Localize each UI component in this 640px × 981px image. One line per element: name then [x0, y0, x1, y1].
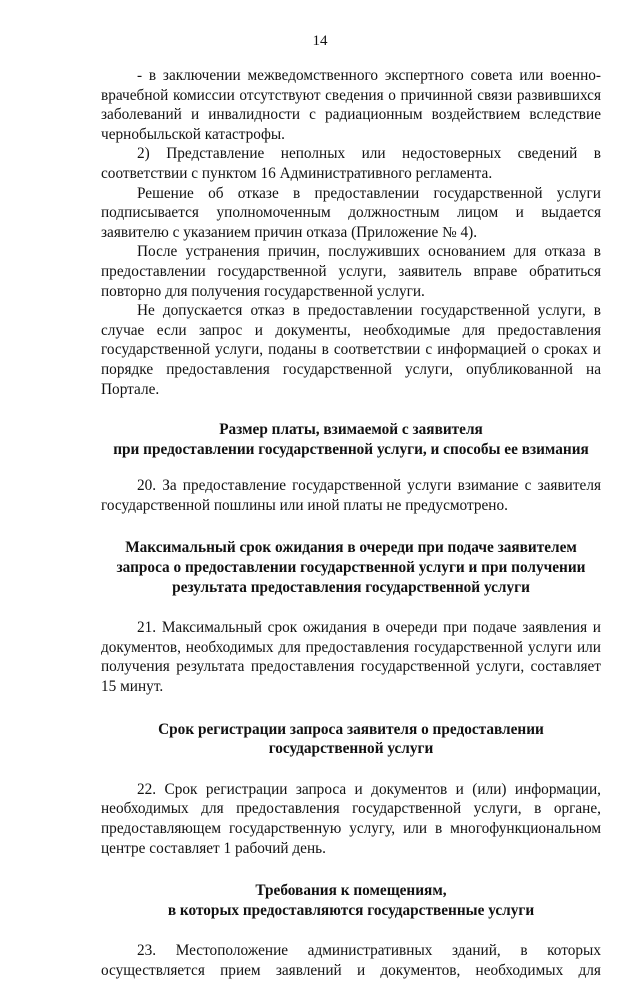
paragraph-refusal-decision: Решение об отказе в предоставлении государственной услуги подписывается уполномоченным должностным лицом и выдается заявителю с указанием причин отказа (Приложение № 4).	[101, 184, 601, 241]
heading-queue-time-line-3: результата предоставления государственной услуги	[172, 578, 530, 596]
paragraph-23-line-2	[101, 961, 601, 981]
word: в	[520, 942, 528, 960]
paragraph-incomplete-info: 2) Представление неполных или недостоверных сведений в соответствии с пунктом 16 Административного регламента.	[101, 145, 601, 182]
word: которых	[547, 942, 601, 960]
document-body	[101, 66, 601, 981]
word: заявлений	[275, 961, 342, 979]
heading-registration-time	[101, 720, 601, 759]
paragraph-reapply: После устранения причин, послуживших основанием для отказа в предоставлении государственной услуги, заявитель вправе обратиться повторно для получения государственной услуги.	[101, 243, 601, 300]
heading-premises-line-1: Требования к помещениям,	[255, 882, 447, 900]
heading-queue-time-line-2: запроса о предоставлении государственной услуги и при получении	[116, 559, 586, 577]
heading-premises	[101, 881, 601, 920]
spacer	[101, 858, 601, 881]
spacer	[101, 697, 601, 720]
paragraph-20: 20. За предоставление государственной услуги взимание с заявителя государственной пошлины или иной платы не предусмотрено.	[101, 477, 601, 514]
heading-registration-line-2: государственной услуги	[268, 740, 434, 758]
spacer	[101, 597, 601, 618]
word: для	[578, 961, 601, 979]
word: 23.	[137, 942, 157, 960]
spacer	[101, 759, 601, 780]
heading-queue-time	[101, 538, 601, 597]
paragraph-22: 22. Срок регистрации запроса и документов и (или) информации, необходимых для предоставления государственной услуги, в органе, предоставляющем государственную услугу, или в многофункциональном центре составляет 1 рабочий день.	[101, 780, 601, 857]
word: осуществляется	[101, 961, 205, 979]
heading-queue-time-line-1: Максимальный срок ожидания в очереди при подаче заявителем	[125, 539, 577, 557]
heading-fee	[101, 420, 601, 459]
word: необходимых	[475, 961, 564, 979]
paragraph-23	[101, 941, 601, 980]
heading-premises-line-2: в которых предоставляются государственные услуги	[167, 901, 535, 919]
paragraph-21: 21. Максимальный срок ожидания в очереди при подаче заявления и документов, необходимых для предоставления государственной услуги или получения результата предоставления государственной услуги, составляет 15 минут.	[101, 619, 601, 696]
paragraph-medical-commission: - в заключении межведомственного экспертного совета или военно-врачебной комиссии отсутствуют сведения о причинной связи развившихся заболеваний и инвалидности с радиационным воздействием вследствие чернобыльской катастрофы.	[101, 67, 601, 143]
word: прием	[220, 961, 261, 979]
spacer	[101, 459, 601, 476]
spacer	[101, 515, 601, 538]
word: зданий,	[452, 942, 501, 960]
heading-fee-line-2: при предоставлении государственной услуги, и способы ее взимания	[113, 440, 589, 458]
word: и	[356, 961, 366, 979]
spacer	[101, 399, 601, 420]
spacer	[101, 920, 601, 941]
word: Местоположение	[175, 942, 289, 960]
paragraph-refusal-not-allowed: Не допускается отказ в предоставлении государственной услуги, в случае если запрос и документы, необходимые для предоставления государственной услуги, поданы в соответствии с информацией о сроках и порядке предоставления государственной услуги, опубликованной на Портале.	[101, 302, 601, 398]
paragraph-23-line-1	[101, 941, 601, 961]
heading-registration-line-1: Срок регистрации запроса заявителя о предоставлении	[158, 720, 544, 738]
page-number: 14	[312, 33, 328, 49]
word: документов,	[380, 961, 461, 979]
heading-fee-line-1: Размер платы, взимаемой с заявителя	[219, 421, 483, 439]
word: административных	[307, 942, 433, 960]
